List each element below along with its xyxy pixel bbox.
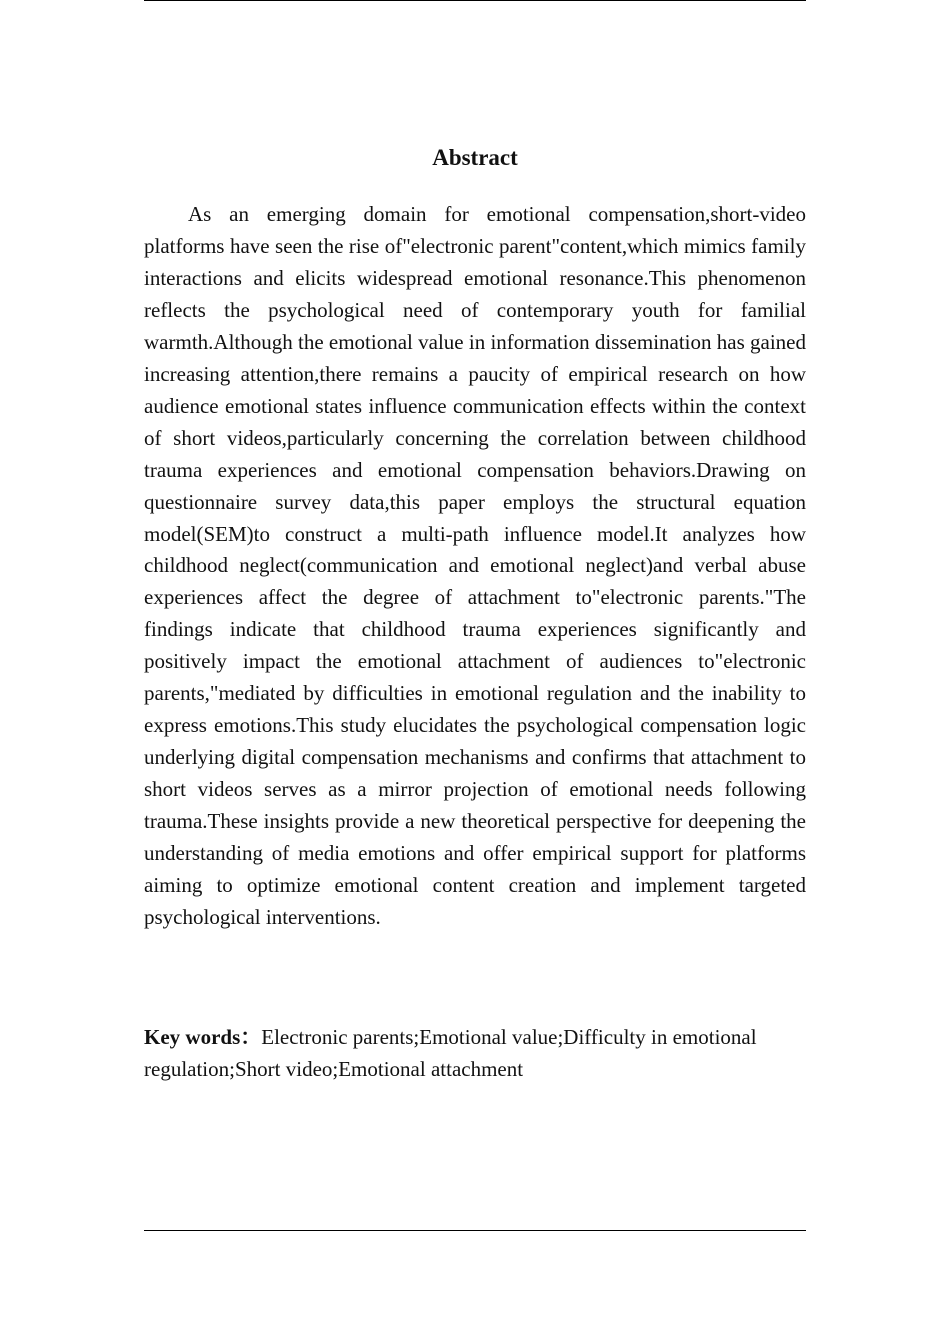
keywords-label: Key words： xyxy=(144,1025,262,1049)
keywords-text: Electronic parents;Emotional value;Difficulty in emotional regulation;Short video;Emotional attachment xyxy=(144,1025,757,1081)
abstract-title: Abstract xyxy=(432,145,518,170)
top-rule xyxy=(144,0,806,1)
abstract-body: As an emerging domain for emotional compensation,short-video platforms have seen the rise of"electronic parent"content,which mimics family interactions and elicits widespread emotional resonance.This phenomenon reflects the psychological need of contemporary youth for familial warmth.Although the emotional value in information dissemination has gained increasing attention,there remains a paucity of empirical research on how audience emotional states influence communication effects within the context of short videos,particularly concerning the correlation between childhood trauma experiences and emotional compensation behaviors.Drawing on questionnaire survey data,this paper employs the structural equation model(SEM)to construct a multi-path influence model.It analyzes how childhood neglect(communication and emotional neglect)and verbal abuse experiences affect the degree of attachment to"electronic parents."The findings indicate that childhood trauma experiences significantly and positively impact the emotional attachment of audiences to"electronic parents,"mediated by difficulties in emotional regulation and the inability to express emotions.This study elucidates the psychological compensation logic underlying digital compensation mechanisms and confirms that attachment to short videos serves as a mirror projection of emotional needs following trauma.These insights provide a new theoretical perspective for deepening the understanding of media emotions and offer empirical support for platforms aiming to optimize emotional content creation and implement targeted psychological interventions. xyxy=(144,202,806,929)
bottom-rule xyxy=(144,1230,806,1231)
keywords-line xyxy=(144,1022,806,1085)
